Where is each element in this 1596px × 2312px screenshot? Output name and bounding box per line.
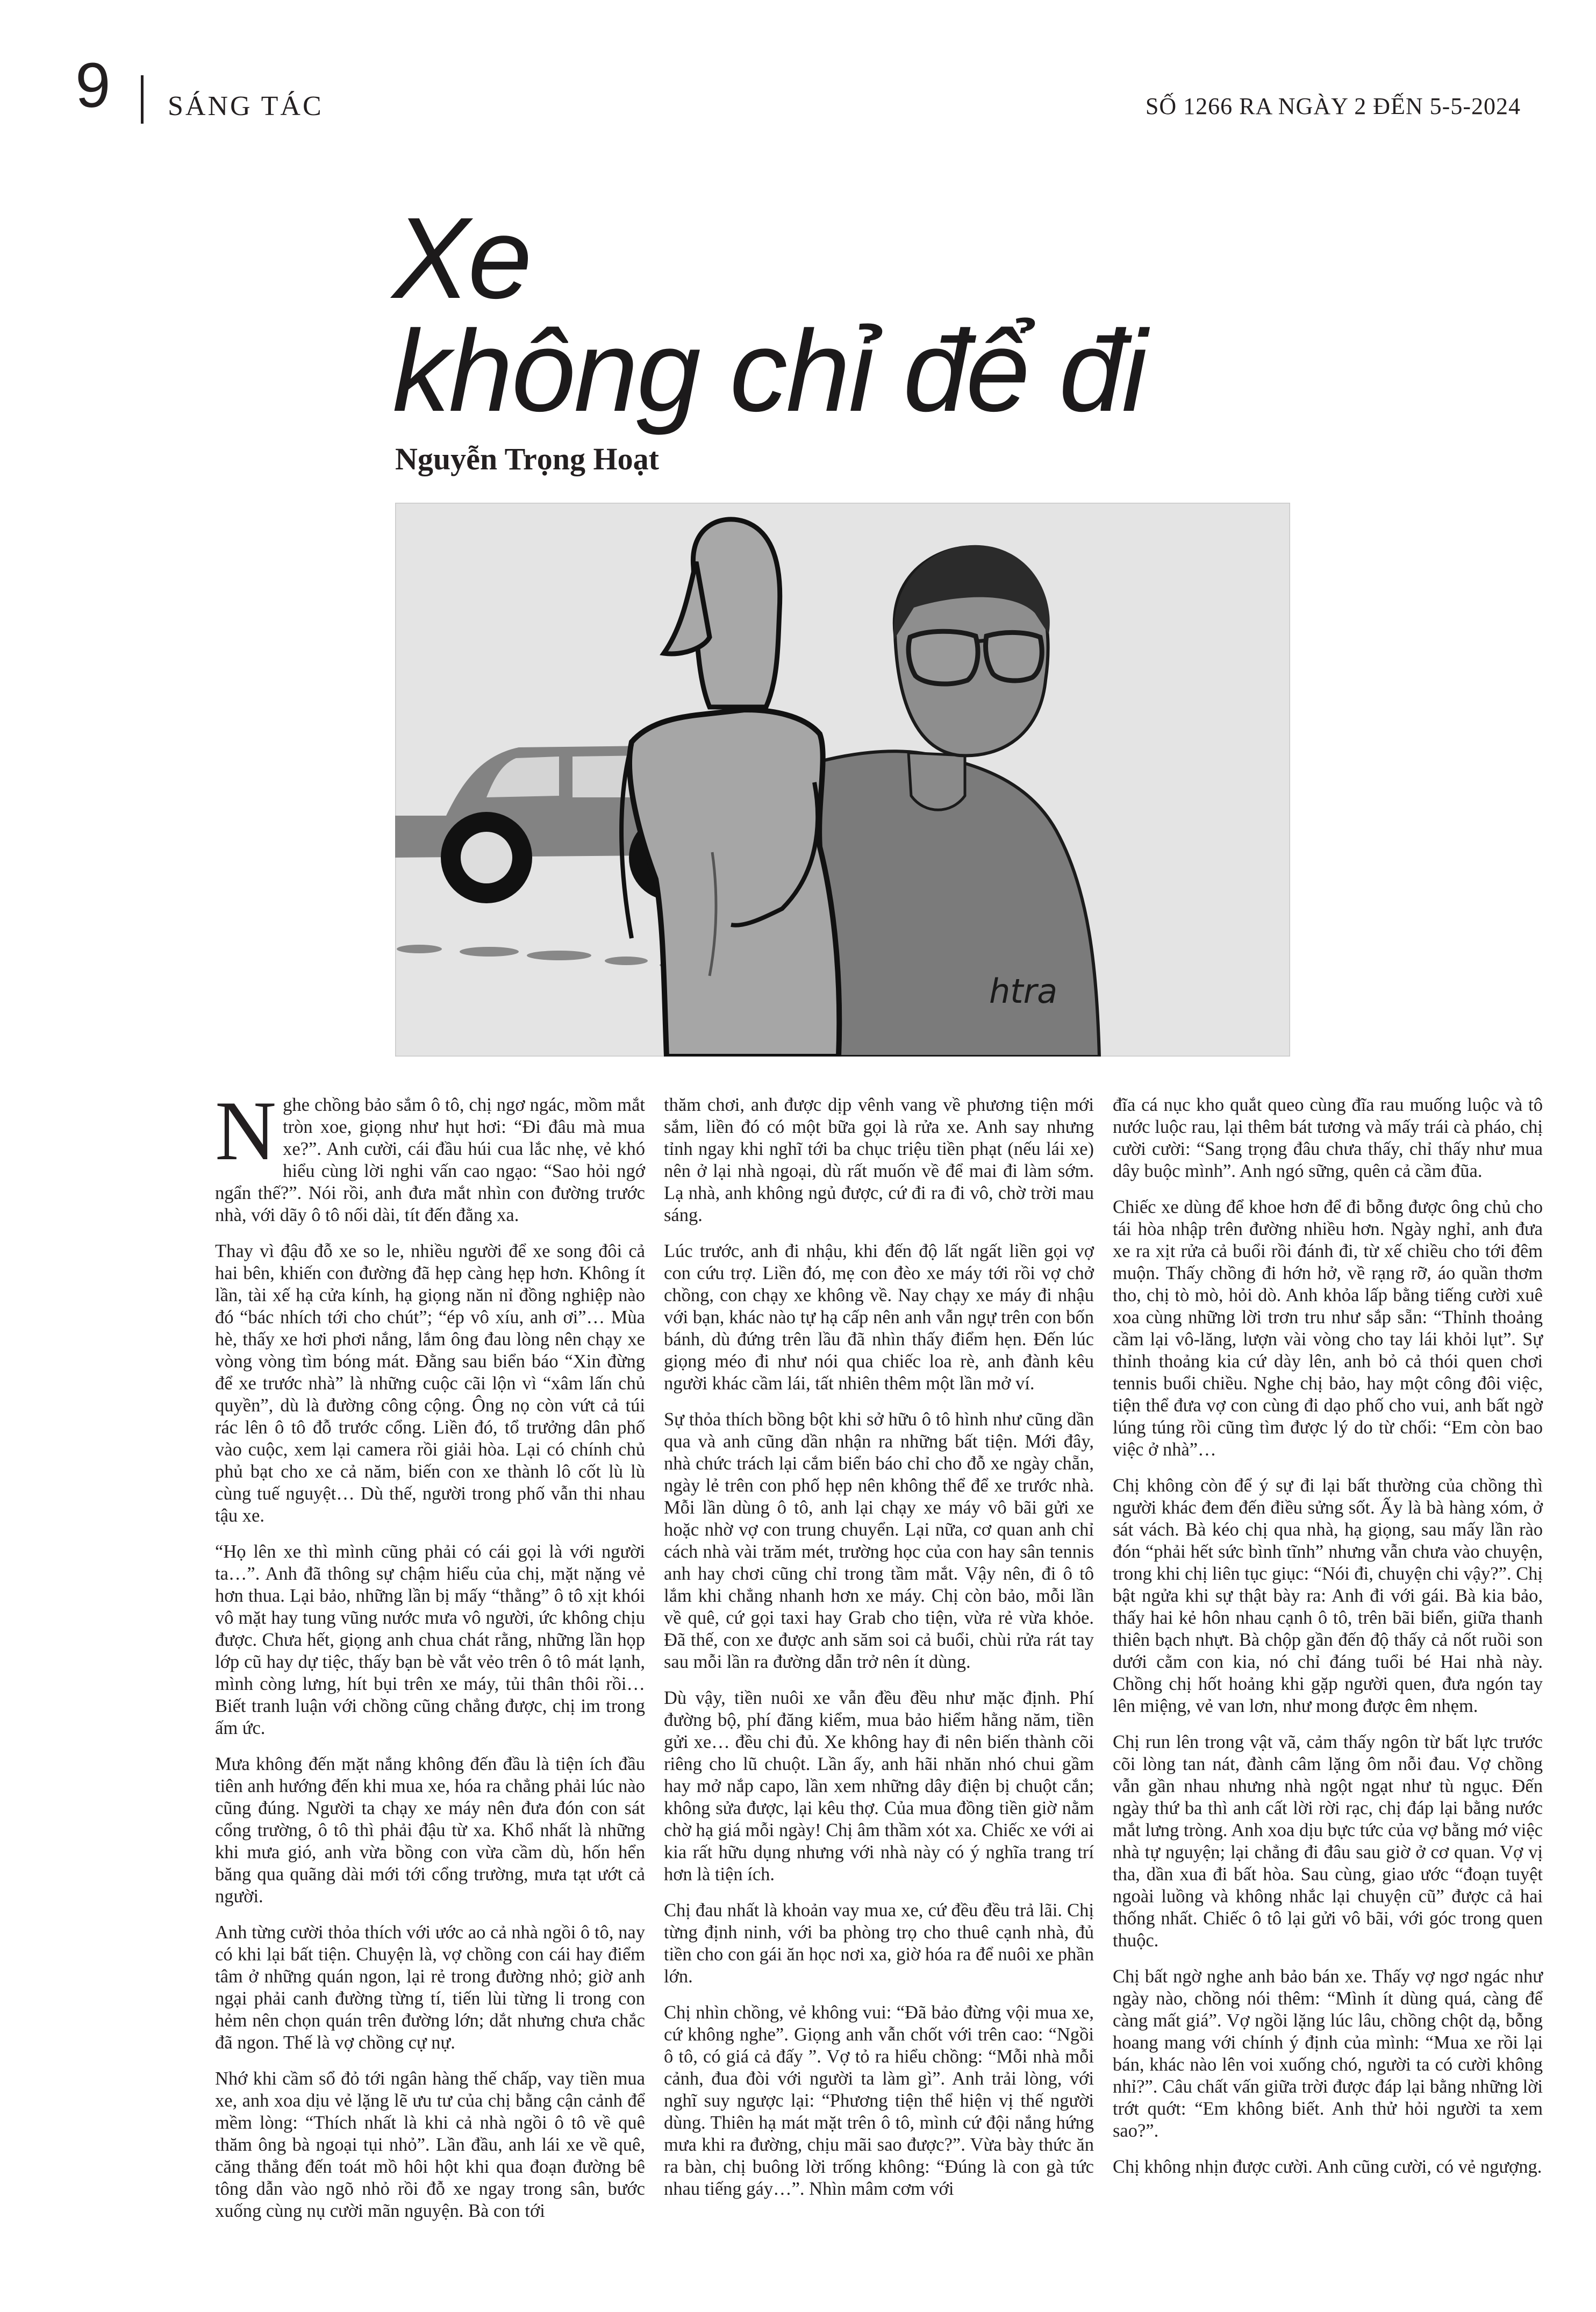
article-column-1	[215, 1084, 645, 2236]
paragraph: Mưa không đến mặt nắng không đến đầu là tiện ích đầu tiên anh hướng đến khi mua xe, hóa ra chẳng phải lúc nào cũng đúng. Người ta chạy xe máy nên đưa đón con sát cổng trường, ô tô thì phải đậu từ xa. Khổ nhất là những khi mưa gió, anh vừa bồng con vừa cầm dù, hốn hển băng qua quãng dài mới tới cổng trường, mưa tạt ướt cả người.	[215, 1754, 645, 1907]
author-byline: Nguyễn Trọng Hoạt	[395, 441, 659, 476]
artist-signature: htra	[989, 972, 1058, 1011]
header-divider	[141, 75, 144, 124]
title-line-2: không chỉ để đi	[392, 306, 1146, 436]
paragraph: Chị không còn để ý sự đi lại bất thường của chồng thì người khác đem đến điều sửng sốt. Ấy là bà hàng xóm, ở sát vách. Bà kéo chị qua nhà, hạ giọng, sau mấy lần rào đón “phải hết sức bình tĩnh” nhưng vẫn chưa vào chuyện, trong khi chị liên tục giục: “Nói đi, chuyện chi vậy?”. Chị bật ngửa khi sự thật bày ra: Anh đi với gái. Bà kia bảo, thấy hai kẻ hôn nhau cạnh ô tô, trên bãi biển, giữa thanh thiên bạch nhựt. Bà chộp gần đến độ thấy cả nốt ruồi son dưới cằm con kia, nó chỉ đáng tuổi bé Hai nhà này. Chồng chị hốt hoảng khi gặp người quen, đưa ngón tay lên miệng, vẻ van lơn, như mong được êm nhẹm.	[1113, 1475, 1543, 1716]
issue-info: SỐ 1266 RA NGÀY 2 ĐẾN 5-5-2024	[1145, 93, 1521, 119]
paragraph: “Họ lên xe thì mình cũng phải có cái gọi là với người ta…”. Anh đã thông sự chậm hiểu của chị, mặt nặng vẻ hơn thua. Lại bảo, những lần bị mấy “thằng” ô tô xịt khói vô mặt hay tung vũng nước mưa vô người, ức không chịu được. Chưa hết, giọng anh chua chát rằng, những lần họp lớp cũ hay dự tiệc, thấy bạn bè vắt vẻo trên ô tô mát lạnh, mình còng lưng, hít bụi trên xe máy, tủi thân thôi rồi… Biết tranh luận với chồng cũng chẳng được, chị im trong ấm ức.	[215, 1542, 645, 1738]
article-column-3	[1113, 1094, 1543, 2192]
article-illustration	[395, 503, 1290, 1057]
title-line-1: Xe	[392, 193, 531, 323]
paragraph: Chị đau nhất là khoản vay mua xe, cứ đều đều trả lãi. Chị từng định ninh, với ba phòng trọ cho thuê cạnh nhà, đủ tiền cho con gái ăn học nơi xa, giờ hóa ra để nuôi xe phần lớn.	[664, 1900, 1094, 1987]
page-number: 9	[75, 50, 111, 121]
paragraph: Chị run lên trong vật vã, cảm thấy ngôn từ bất lực trước cõi lòng tan nát, đành câm lặng ôm nỗi đau. Vợ chồng vẫn gần nhau nhưng nhà ngột ngạt như tù ngục. Đến ngày thứ ba thì anh cất lời rời rạc, chị đáp lại bằng nước mắt lưng tròng. Anh xoa dịu bực tức của vợ bằng mớ việc nhà tự nguyện; lại chẳng đi đâu sau giờ ở cơ quan. Vợ vị tha, dần xua đi bất hòa. Sau cùng, giao ước “đoạn tuyệt ngoài luồng và không nhắc lại chuyện cũ” được cả hai thống nhất. Chiếc ô tô lại gửi vô bãi, với góc trong quen thuộc.	[1113, 1732, 1543, 1951]
paragraph: Anh từng cười thỏa thích với ước ao cả nhà ngồi ô tô, nay có khi lại bất tiện. Chuyện là, vợ chồng con cái hay điểm tâm ở những quán ngon, lại rẻ trong đường nhỏ; giờ anh ngại phải canh đường từng tí, tiến lùi từng li trong con hẻm nên chọn quán trên đường lớn; dắt nhưng chưa chắc đã ngon. Thế là vợ chồng cự nự.	[215, 1922, 645, 2053]
paragraph: Chị không nhịn được cười. Anh cũng cười, có vẻ ngượng.	[1113, 2157, 1542, 2177]
paragraph: Chị nhìn chồng, vẻ không vui: “Đã bảo đừng vội mua xe, cứ không nghe”. Giọng anh vẫn chốt với trên cao: “Ngồi ô tô, có giá cả đấy ”. Vợ tỏ ra hiểu chồng: “Mỗi nhà mỗi cảnh, đua đòi với người ta làm gì”. Anh trải lòng, với nghĩ suy ngược lại: “Phương tiện thể hiện vị thế người dùng. Thiên hạ mát mặt trên ô tô, mình cứ đội nắng hứng mưa khi ra đường, chịu mãi sao được?”. Vừa bày thức ăn ra bàn, chị buông lời trống không: “Đúng là con gà tức nhau tiếng gáy…”. Nhìn mâm cơm với	[664, 2002, 1094, 2199]
paragraph: Dù vậy, tiền nuôi xe vẫn đều đều như mặc định. Phí đường bộ, phí đăng kiểm, mua bảo hiểm hằng năm, tiền gửi xe… đều chi đủ. Xe không hay đi nên biến thành cõi riêng cho lũ chuột. Lần ấy, anh hãi nhăn nhó chui gầm hay mở nắp capo, lần xem những dây điện bị chuột cắn; không sửa được, lại kêu thợ. Của mua đồng tiền giờ nằm chờ hạ giá mỗi ngày! Chị âm thầm xót xa. Chiếc xe với ai kia rất hữu dụng nhưng với nhà này có ý nghĩa trang trí hơn là tiện ích.	[664, 1688, 1094, 1885]
page-header	[0, 0, 1596, 140]
paragraph: thăm chơi, anh được dịp vênh vang về phương tiện mới sắm, liền đó có một bữa gọi là rửa xe. Anh say nhưng tỉnh ngay khi nghĩ tới ba chục triệu tiền phạt (nếu lái xe) nên ở lại nhà ngoại, dù rất muốn về để mai đi làm sớm. Lạ nhà, anh không ngủ được, cứ đi ra đi vô, chờ trời mau sáng.	[664, 1095, 1094, 1225]
paragraph: Lúc trước, anh đi nhậu, khi đến độ lất ngất liền gọi vợ con cứu trợ. Liền đó, mẹ con đèo xe máy tới rồi vợ chở chồng, con chạy xe không về. Nay chạy xe máy đi nhậu với bạn, khác nào tự hạ cấp nên anh vẫn ngự trên con bốn bánh, dù đứng trên lầu đã nhìn thấy điểm hẹn. Đến lúc giọng méo đi như nói qua chiếc loa rè, anh đành kêu người khác cầm lái, tất nhiên thêm một lần mở ví.	[664, 1241, 1094, 1394]
paragraph	[215, 1084, 645, 1226]
article-title	[392, 193, 1146, 436]
paragraph: Thay vì đậu đỗ xe so le, nhiều người để xe song đôi cả hai bên, khiến con đường đã hẹp càng hẹp hơn. Không ít lần, tài xế hạ cửa kính, hạ giọng năn nỉ đồng nghiệp nào đó “bác nhích tới cho chút”; “ép vô xíu, anh ơi”… Mùa hè, thấy xe hơi phơi nắng, lắm ông đau lòng nên chạy xe vòng vòng tìm bóng mát. Đằng sau biển báo “Xin đừng để xe trước nhà” là những cuộc cãi lộn vì “xâm lấn chủ quyền”, dù là đường công cộng. Ông nọ còn vứt cả túi rác lên ô tô đỗ trước cổng. Liền đó, tổ trưởng dân phố vào cuộc, xem lại camera rồi giải hòa. Lại có chính chủ phủ bạt cho xe cả năm, biến con xe thành lô cốt lù lù cùng tuế nguyệt… Dù thế, người trong phố vẫn thi nhau tậu xe.	[215, 1241, 645, 1526]
paragraph-text: ghe chồng bảo sắm ô tô, chị ngơ ngác, mồm mắt tròn xoe, giọng như hụt hơi: “Đi đâu mà mua xe?”. Anh cười, cái đầu húi cua lắc nhẹ, vẻ khó hiểu cùng lời nghi vấn cao ngạo: “Sao hỏi ngớ ngẩn thế?”. Nói rồi, anh đưa mắt nhìn con đường trước nhà, với dãy ô tô nối dài, tít đến đằng xa.	[215, 1095, 645, 1225]
paragraph: Chị bất ngờ nghe anh bảo bán xe. Thấy vợ ngơ ngác như ngày nào, chồng nói thêm: “Mình ít dùng quá, càng để càng mất giá”. Vợ ngồi lặng lúc lâu, chồng chột dạ, bỗng hoang mang với chính ý định của mình: “Mua xe rồi lại bán, khác nào lên voi xuống chó, người ta có cười không nhỉ?”. Câu chất vấn giữa trời được đáp lại bằng những lời trớt quớt: “Em không biết. Anh thử hỏi người ta xem sao?”.	[1113, 1966, 1543, 2141]
paragraph: Sự thỏa thích bồng bột khi sở hữu ô tô hình như cũng dần qua và anh cũng dần nhận ra những bất tiện. Mới đây, nhà chức trách lại cắm biển báo chỉ cho đỗ xe ngày chẵn, ngày lẻ trên con phố hẹp nên không thể để xe trước nhà. Mỗi lần dùng ô tô, anh lại chạy xe máy vô bãi gửi xe hoặc nhờ vợ con trung chuyển. Lại nữa, cơ quan anh chỉ cách nhà vài trăm mét, trường học của con hay sân tennis anh hay chơi cũng chỉ trong tầm mắt. Vậy nên, đi ô tô lắm khi chẳng nhanh hơn xe máy. Chị còn bảo, mỗi lần về quê, cứ gọi taxi hay Grab cho tiện, vừa rẻ vừa khỏe. Đã thế, con xe được anh săm soi cả buổi, chùi rửa rát tay sau mỗi lần ra đường dẫn trở nên ít dùng.	[664, 1409, 1094, 1672]
article-column-2	[664, 1094, 1094, 2214]
section-name: SÁNG TÁC	[168, 91, 324, 122]
paragraph: Nhớ khi cầm sổ đỏ tới ngân hàng thế chấp, vay tiền mua xe, anh xoa dịu vẻ lặng lẽ ưu tư của chị bằng cận cảnh để mềm lòng: “Thích nhất là khi cả nhà ngồi ô tô về quê thăm ông bà ngoại tụi nhỏ”. Lần đầu, anh lái xe về quê, căng thẳng đến toát mồ hôi hột khi qua đoạn đường bê tông dẫn vào ngõ nhỏ rồi đỗ xe ngay trong sân, bước xuống cùng nụ cười mãn nguyện. Bà con tới	[215, 2068, 645, 2221]
paragraph: Chiếc xe dùng để khoe hơn để đi bỗng được ông chủ cho tái hòa nhập trên đường nhiều hơn. Ngày nghỉ, anh đưa xe ra xịt rửa cả buổi rồi đánh đi, từ xế chiều cho tới đêm muộn. Thấy chồng đi hớn hở, về rạng rỡ, áo quần thơm tho, chị tò mò, hỏi dò. Anh khỏa lấp bằng tiếng cười xuê xoa cùng những lời trơn tru như sắp sẵn: “Thỉnh thoảng cầm lại vô-lăng, lượn vài vòng cho tay lái khỏi lụt”. Sự thỉnh thoảng kia cứ dày lên, anh bỏ cả thói quen chơi tennis buổi chiều. Nghe chị bảo, hay một công đôi việc, tiện thể đưa vợ con cùng đi dạo phố cho vui, anh bất ngờ lúng túng rồi cũng tìm được lý do từ chối: “Em còn bao việc ở nhà”…	[1113, 1197, 1543, 1460]
paragraph: đĩa cá nục kho quắt queo cùng đĩa rau muống luộc và tô nước luộc rau, lại thêm bát tương và mấy trái cà pháo, chị cười cười: “Sang trọng đâu chưa thấy, chỉ thấy như mua dây buộc mình”. Anh ngó sững, quên cả cầm đũa.	[1113, 1095, 1543, 1181]
drop-cap: N	[215, 1084, 277, 1178]
